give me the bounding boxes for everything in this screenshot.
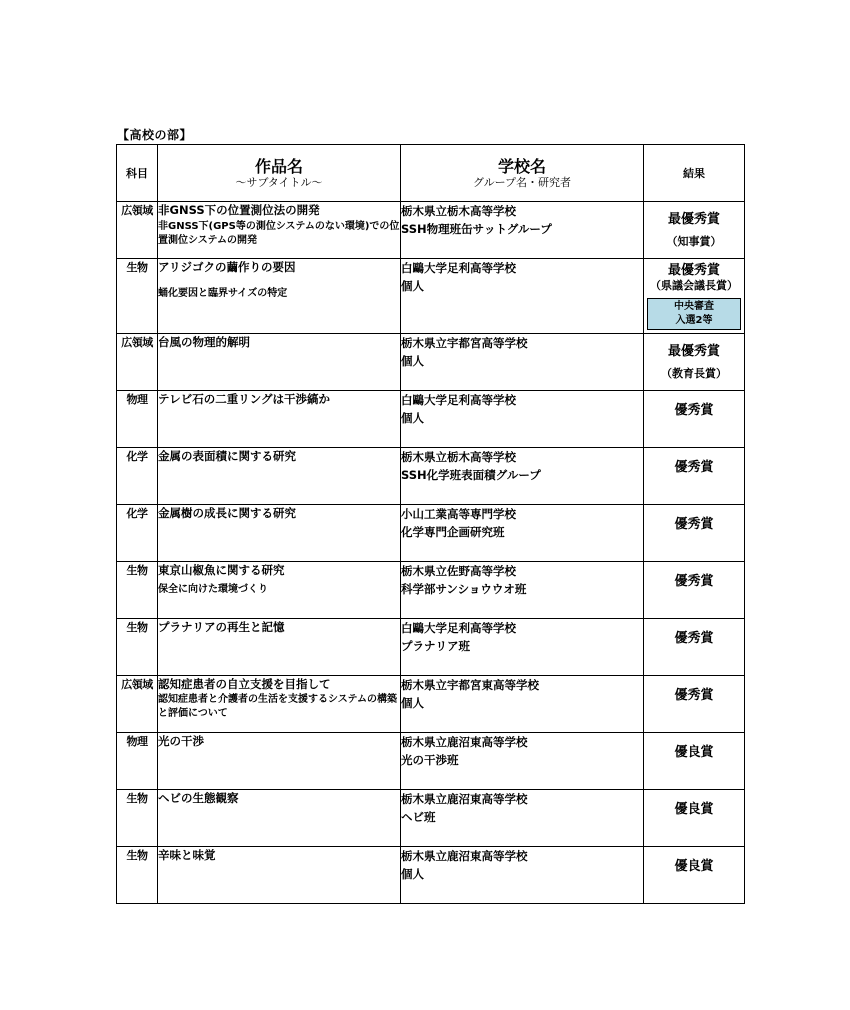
work-title: 金属の表面積に関する研究	[158, 449, 296, 463]
award-label: 優秀賞	[674, 517, 714, 532]
school-cell	[401, 847, 644, 904]
work-title: 認知症患者の自立支援を目指して	[158, 677, 331, 691]
group-name: 個人	[401, 411, 424, 425]
award-note: （県議会議長賞）	[650, 279, 738, 292]
award-label: 最優秀賞	[667, 344, 720, 359]
award-label: 優秀賞	[674, 574, 714, 589]
school-name: 栃木県立宇都宮東高等学校	[401, 678, 539, 692]
work-title: 台風の物理的解明	[158, 335, 250, 349]
subject-cell: 生物	[117, 259, 158, 334]
work-subtitle: 非GNSS下(GPS等の測位システムのない環境)での位置測位システムの開発	[158, 221, 400, 246]
subject-cell: 物理	[117, 391, 158, 448]
table-row	[117, 505, 745, 562]
result-cell	[644, 619, 745, 676]
work-title: 金属樹の成長に関する研究	[158, 506, 296, 520]
group-name: プラナリア班	[401, 639, 470, 653]
school-name: 白鷗大学足利高等学校	[401, 393, 516, 407]
group-name: 個人	[401, 279, 424, 293]
school-cell	[401, 790, 644, 847]
award-note: （教育長賞）	[661, 367, 727, 380]
work-cell	[158, 733, 401, 790]
work-cell	[158, 790, 401, 847]
result-cell	[644, 562, 745, 619]
table-row	[117, 733, 745, 790]
group-name: 化学専門企画研究班	[401, 525, 505, 539]
work-subtitle: 認知症患者と介護者の生活を支援するシステムの構築と評価について	[158, 694, 397, 719]
header-subject: 科目	[117, 145, 158, 202]
school-name: 栃木県立栃木高等学校	[401, 450, 516, 464]
group-name: 光の干渉班	[401, 753, 459, 767]
work-title: 光の干渉	[158, 734, 204, 748]
section-title: 【高校の部】	[117, 128, 193, 142]
result-cell	[644, 790, 745, 847]
table-row	[117, 847, 745, 904]
work-cell	[158, 259, 401, 334]
work-title: テレビ石の二重リングは干渉縞か	[158, 392, 331, 406]
header-result: 結果	[644, 145, 745, 202]
table-row	[117, 619, 745, 676]
result-cell	[644, 847, 745, 904]
work-subtitle: 保全に向けた環境づくり	[158, 584, 268, 595]
work-cell	[158, 619, 401, 676]
subject-cell: 生物	[117, 847, 158, 904]
subject-cell: 化学	[117, 505, 158, 562]
school-name: 栃木県立鹿沼東高等学校	[401, 735, 528, 749]
school-cell	[401, 676, 644, 733]
header-school	[401, 145, 644, 202]
result-cell	[644, 334, 745, 391]
award-label: 最優秀賞	[667, 212, 720, 227]
table-row	[117, 562, 745, 619]
result-cell	[644, 676, 745, 733]
work-cell	[158, 562, 401, 619]
group-name: SSH物理班缶サットグループ	[401, 222, 552, 236]
group-name: ヘビ班	[401, 810, 436, 824]
school-name: 栃木県立宇都宮高等学校	[401, 336, 528, 350]
table-row	[117, 391, 745, 448]
header-row	[117, 145, 745, 202]
work-cell	[158, 505, 401, 562]
school-cell	[401, 505, 644, 562]
award-label: 優秀賞	[674, 688, 714, 703]
table-row	[117, 448, 745, 505]
work-cell	[158, 202, 401, 259]
subject-cell: 生物	[117, 619, 158, 676]
subject-cell: 広領域	[117, 334, 158, 391]
work-title: プラナリアの再生と記憶	[158, 620, 285, 634]
school-cell	[401, 448, 644, 505]
group-name: 個人	[401, 696, 424, 710]
result-cell	[644, 391, 745, 448]
header-school-subtitle: グループ名・研究者	[472, 175, 572, 189]
table-row	[117, 259, 745, 334]
table-row	[117, 676, 745, 733]
header-work-title: 作品名	[254, 156, 303, 176]
work-cell	[158, 391, 401, 448]
result-cell	[644, 733, 745, 790]
work-cell	[158, 676, 401, 733]
header-school-title: 学校名	[497, 156, 546, 176]
result-cell	[644, 505, 745, 562]
result-cell	[644, 448, 745, 505]
work-cell	[158, 448, 401, 505]
group-name: 個人	[401, 354, 424, 368]
award-label: 優良賞	[674, 745, 714, 760]
school-cell	[401, 259, 644, 334]
school-name: 栃木県立鹿沼東高等学校	[401, 792, 528, 806]
subject-cell: 物理	[117, 733, 158, 790]
table-row	[117, 790, 745, 847]
school-name: 白鷗大学足利高等学校	[401, 261, 516, 275]
subject-cell: 広領域	[117, 202, 158, 259]
work-title: 辛味と味覚	[158, 848, 216, 862]
school-cell	[401, 391, 644, 448]
school-name: 栃木県立鹿沼東高等学校	[401, 849, 528, 863]
award-label: 優良賞	[674, 802, 714, 817]
award-note: （知事賞）	[666, 235, 722, 248]
school-name: 小山工業高等専門学校	[401, 507, 516, 521]
central-review-badge: 中央審査 入選2等	[647, 298, 741, 330]
subject-cell: 生物	[117, 790, 158, 847]
table-row	[117, 202, 745, 259]
award-label: 優良賞	[674, 859, 714, 874]
work-title: 非GNSS下の位置測位法の開発	[158, 203, 320, 217]
group-name: 科学部サンショウウオ班	[401, 582, 527, 596]
results-table	[116, 144, 745, 904]
header-work-subtitle: ～サブタイトル～	[235, 175, 323, 189]
school-cell	[401, 202, 644, 259]
subject-cell: 化学	[117, 448, 158, 505]
work-cell	[158, 847, 401, 904]
group-name: 個人	[401, 867, 424, 881]
result-cell	[644, 202, 745, 259]
award-label: 優秀賞	[674, 460, 714, 475]
school-cell	[401, 733, 644, 790]
award-label: 優秀賞	[674, 403, 714, 418]
result-cell	[644, 259, 745, 334]
table-row	[117, 334, 745, 391]
school-cell	[401, 619, 644, 676]
header-work	[158, 145, 401, 202]
school-name: 白鷗大学足利高等学校	[401, 621, 516, 635]
school-name: 栃木県立栃木高等学校	[401, 204, 516, 218]
school-cell	[401, 334, 644, 391]
work-cell	[158, 334, 401, 391]
group-name: SSH化学班表面積グループ	[401, 468, 541, 482]
award-label: 優秀賞	[674, 631, 714, 646]
award-label: 最優秀賞	[667, 263, 720, 278]
school-cell	[401, 562, 644, 619]
subject-cell: 生物	[117, 562, 158, 619]
subject-cell: 広領域	[117, 676, 158, 733]
work-title: 東京山椒魚に関する研究	[158, 563, 285, 577]
work-subtitle: 蛹化要因と臨界サイズの特定	[158, 288, 288, 299]
work-title: アリジゴクの繭作りの要因	[158, 260, 296, 274]
work-title: ヘビの生態観察	[158, 791, 239, 805]
school-name: 栃木県立佐野高等学校	[401, 564, 516, 578]
